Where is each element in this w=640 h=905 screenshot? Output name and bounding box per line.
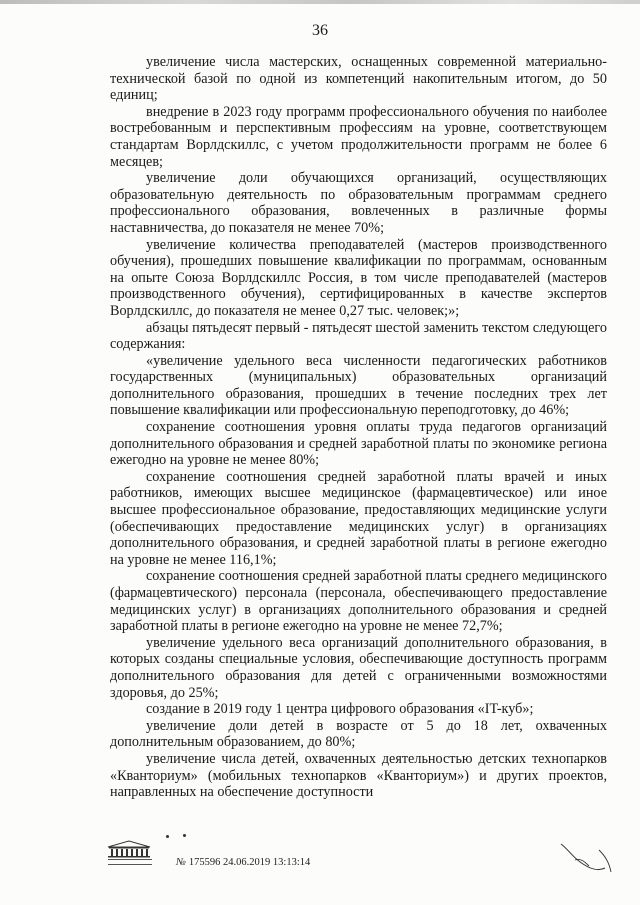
paragraph: увеличение доли детей в возрасте от 5 до 18 лет, охваченных дополнительным образованием, до 80%; xyxy=(110,717,607,751)
number-sign: № xyxy=(176,857,186,868)
page-number: 36 xyxy=(312,22,328,39)
government-building-seal-icon xyxy=(106,840,152,858)
registration-stamp-text: 175596 24.06.2019 13:13:14 xyxy=(188,857,311,868)
scan-top-edge xyxy=(0,0,640,4)
paragraph: абзацы пятьдесят первый - пятьдесят шестой заменить текстом следующего содержания: xyxy=(110,319,607,353)
paragraph: увеличение доли обучающихся организаций, осуществляющих образовательную деятельность по образовательным программам среднего профессионального образования, вовлеченных в различные формы наставничества, до показателя не менее 70%; xyxy=(110,170,607,236)
seal-caption-lines xyxy=(108,859,152,865)
paragraph: «увеличение удельного веса численности педагогических работников государственных (муниципальных) образовательных организаций дополнительного образования, прошедших в течение последних трех лет повышение квалификации или профессиональную переподготовку, до 46%; xyxy=(110,352,607,419)
paragraph: сохранение соотношения уровня оплаты труда педагогов организаций дополнительного образования и средней заработной платы по экономике региона ежегодно на уровне не менее 80%; xyxy=(110,419,607,469)
paragraph: создание в 2019 году 1 центра цифрового образования «IT-куб»; xyxy=(146,701,534,718)
handwritten-signature-icon xyxy=(555,838,615,878)
paragraph: увеличение числа мастерских, оснащенных современной материально-технической базой по одной из компетенций накопительным итогом, до 50 единиц; xyxy=(110,54,607,104)
document-registration-id xyxy=(176,857,310,868)
paragraph: увеличение числа детей, охваченных деятельностью детских технопарков «Кванториум» (мобильных технопарков «Кванториум») и других проектов, направленных на обеспечение доступности xyxy=(110,750,607,801)
paragraph: сохранение соотношения средней заработной платы врачей и иных работников, имеющих высшее медицинское (фармацевтическое) или иное высшее профессиональное образование, предоставляющих медицинские услуги (обеспечивающих предоставление медицинских услуг) в организациях дополнительного образования, и средней заработной платы в регионе ежегодно на уровне не менее 116,1%; xyxy=(110,468,607,568)
paragraph: увеличение количества преподавателей (мастеров производственного обучения), прошедших повышение квалификации по программам, основанным на опыте Союза Ворлдскиллс Россия, в том числе преподавателей (мастеров производственного обучения), сертифицированных в качестве экспертов Ворлдскиллс, до показателя не менее 0,27 тыс. человек;»; xyxy=(110,236,607,319)
paragraph: увеличение удельного веса организаций дополнительного образования, в которых созданы специальные условия, обеспечивающие доступность программ дополнительного образования для детей с ограниченными возможностями здоровья, до 25%; xyxy=(110,634,607,701)
paragraph: сохранение соотношения средней заработной платы среднего медицинского (фармацевтического) персонала (персонала, обеспечивающего предоставление медицинских услуг) в организациях дополнительного образования и средней заработной платы в регионе ежегодно на уровне не менее 72,7%; xyxy=(110,568,607,635)
scan-speck xyxy=(183,834,186,837)
scan-speck xyxy=(166,835,169,838)
document-body xyxy=(110,54,607,801)
paragraph: внедрение в 2023 году программ профессионального обучения по наиболее востребованным и перспективным профессиям на уровне, соответствующем стандартам Ворлдскиллс, с учетом продолжительности программ не более 6 месяцев; xyxy=(110,103,607,170)
